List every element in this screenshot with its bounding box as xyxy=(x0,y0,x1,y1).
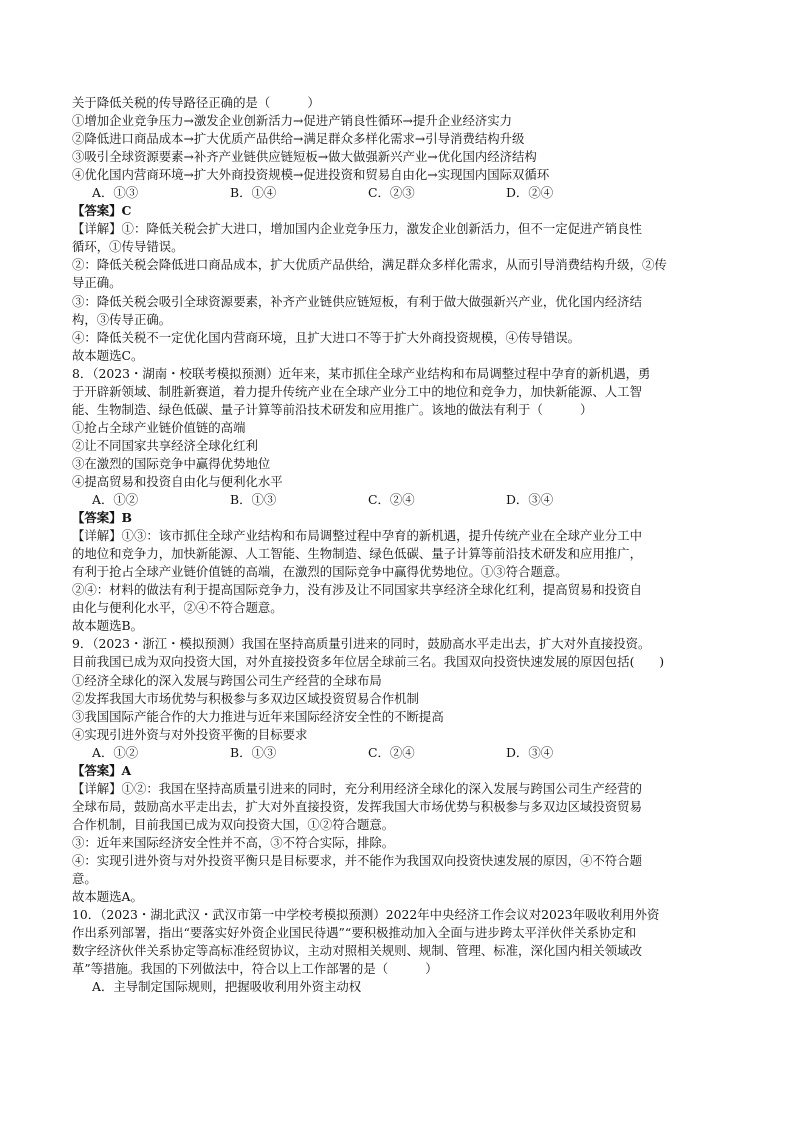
statement-item: ②让不同国家共享经济全球化红利 xyxy=(72,437,258,453)
statement-item: ④实现引进外资与对外投资平衡的目标要求 xyxy=(72,726,308,742)
statement-item: ④优化国内营商环境→扩大外商投资规模→促进投资和贸易自由化→实现国内国际双循环 xyxy=(72,167,550,183)
option-d: D．②④ xyxy=(506,185,554,201)
option-c: C．②④ xyxy=(368,744,415,760)
explanation-line: 故本题选C。 xyxy=(72,347,144,363)
answer-options xyxy=(72,491,726,509)
explanation-line: ③：近年来国际经济安全性并不高，③不符合实际，排除。 xyxy=(72,834,395,850)
question-10 xyxy=(72,906,726,996)
explanation-line: 【详解】①②：我国在坚持高质量引进来的同时，充分利用经济全球化的深入发展与跨国公司生产经营的 xyxy=(72,780,642,796)
option-b: B．①③ xyxy=(230,492,277,508)
explanation-line: ③：降低关税会吸引全球资源要素，补齐产业链供应链短板，有利于做大做强新兴产业，优化国内经济结 xyxy=(72,293,642,309)
statement-item: ③在激烈的国际竞争中赢得优势地位 xyxy=(72,455,271,471)
option-c: C．②③ xyxy=(368,185,415,201)
question-stem: 能、生物制造、绿色低碳、量子计算等前沿技术研发和应用推广。该地的做法有利于（ ） xyxy=(72,401,593,417)
option-a: A．主导制定国际规则，把握吸收利用外资主动权 xyxy=(92,979,362,995)
document-page xyxy=(72,94,726,996)
explanation-line: ④：降低关税不一定优化国内营商环境，且扩大进口不等于扩大外商投资规模，④传导错误。 xyxy=(72,329,581,345)
explanation-line: 【详解】①：降低关税会扩大进口，增加国内企业竞争压力，激发企业创新活力，但不一定促进产销良性 xyxy=(72,221,642,237)
statement-item: ②降低进口商品成本→扩大优质产品供给→满足群众多样化需求→引导消费结构升级 xyxy=(72,131,525,147)
explanation-line: 导正确。 xyxy=(72,275,122,291)
option-d: D．③④ xyxy=(506,492,554,508)
explanation-line: 故本题选A。 xyxy=(72,889,143,905)
answer-options xyxy=(72,978,726,996)
question-9 xyxy=(72,635,726,906)
question-stem: 10．（2023・湖北武汉・武汉市第一中学校考模拟预测）2022年中央经济工作会议对2023年吸收利用外资 xyxy=(72,907,660,923)
question-stem: 作出系列部署，指出“要落实好外资企业国民待遇”“要积极推动加入全面与进步跨太平洋伙伴关系协定和 xyxy=(72,925,637,941)
statement-item: ③我国国际产能合作的大力推进与近年来国际经济安全性的不断提高 xyxy=(72,708,444,724)
statement-item: ②发挥我国大市场优势与积极参与多双边区域投资贸易合作机制 xyxy=(72,690,419,706)
question-stem: 革”等措施。我国的下列做法中，符合以上工作部署的是（ ） xyxy=(72,961,438,977)
explanation-line: 合作机制，目前我国已成为双向投资大国，①②符合题意。 xyxy=(72,816,395,832)
answer-line: 【答案】C xyxy=(72,203,132,219)
statement-item: ①经济全球化的深入发展与跨国公司生产经营的全球布局 xyxy=(72,672,382,688)
question-7 xyxy=(72,94,726,365)
option-a: A．①② xyxy=(92,492,139,508)
option-a: A．①② xyxy=(92,744,139,760)
answer-options xyxy=(72,184,726,202)
explanation-line: ②④：材料的做法有利于提高国际竞争力，没有涉及让不同国家共享经济全球化红利，提高贸易和投资自 xyxy=(72,582,642,598)
explanation-line: 有利于抢占全球产业链价值链的高端，在激烈的国际竞争中赢得优势地位。①③符合题意。 xyxy=(72,564,568,580)
statement-item: ①增加企业竞争压力→激发企业创新活力→促进产销良性循环→提升企业经济实力 xyxy=(72,113,513,129)
explanation-line: 由化与便利化水平，②④不符合题意。 xyxy=(72,600,283,616)
option-d: D．③④ xyxy=(506,744,554,760)
statement-item: ④提高贸易和投资自由化与便利化水平 xyxy=(72,473,283,489)
answer-options xyxy=(72,744,726,762)
explanation-line: 的地位和竞争力，加快新能源、人工智能、生物制造、绿色低碳、量子计算等前沿技术研发和应用推广， xyxy=(72,546,642,562)
explanation-line: 【详解】①③：该市抓住全球产业结构和布局调整过程中孕育的新机遇，提升传统产业在全球产业分工中 xyxy=(72,528,642,544)
explanation-line: ④：实现引进外资与对外投资平衡只是目标要求，并不能作为我国双向投资快速发展的原因，④不符合题 xyxy=(72,852,642,868)
option-b: B．①④ xyxy=(230,185,277,201)
question-stem: 9．（2023・浙江・模拟预测）我国在坚持高质量引进来的同时，鼓励高水平走出去，扩大对外直接投资。 xyxy=(72,636,651,652)
option-b: B．①③ xyxy=(230,744,277,760)
option-c: C．②④ xyxy=(368,492,415,508)
explanation-line: 全球布局，鼓励高水平走出去，扩大对外直接投资，发挥我国大市场优势与积极参与多双边区域投资贸易 xyxy=(72,798,642,814)
answer-line: 【答案】B xyxy=(72,510,133,526)
statement-item: ③吸引全球资源要素→补齐产业链供应链短板→做大做强新兴产业→优化国内经济结构 xyxy=(72,149,537,165)
question-stem: 关于降低关税的传导路径正确的是（ ） xyxy=(72,95,320,110)
answer-line: 【答案】A xyxy=(72,762,132,778)
question-stem: 数字经济伙伴关系协定等高标准经贸协议，主动对照相关规则、规制、管理、标准，深化国内相关领域改 xyxy=(72,943,642,959)
question-stem: 于开辟新领域、制胜新赛道，着力提升传统产业在全球产业分工中的地位和竞争力，加快新能源、人工智 xyxy=(72,383,642,399)
explanation-line: 循环，①传导错误。 xyxy=(72,239,184,255)
statement-item: ①抢占全球产业链价值链的高端 xyxy=(72,419,246,435)
option-a: A．①③ xyxy=(92,185,139,201)
question-stem: 8．（2023・湖南・校联考模拟预测）近年来，某市抓住全球产业结构和布局调整过程中孕育的新机遇，勇 xyxy=(72,365,651,381)
question-8 xyxy=(72,365,726,636)
explanation-line: 故本题选B。 xyxy=(72,618,144,634)
explanation-line: 构，③传导正确。 xyxy=(72,311,172,327)
question-stem: 目前我国已成为双向投资大国，对外直接投资多年位居全球前三名。我国双向投资快速发展的原因包括( ) xyxy=(72,654,665,670)
explanation-line: ②：降低关税会降低进口商品成本，扩大优质产品供给，满足群众多样化需求，从而引导消费结构升级，②传 xyxy=(72,257,667,273)
explanation-line: 意。 xyxy=(72,871,97,887)
